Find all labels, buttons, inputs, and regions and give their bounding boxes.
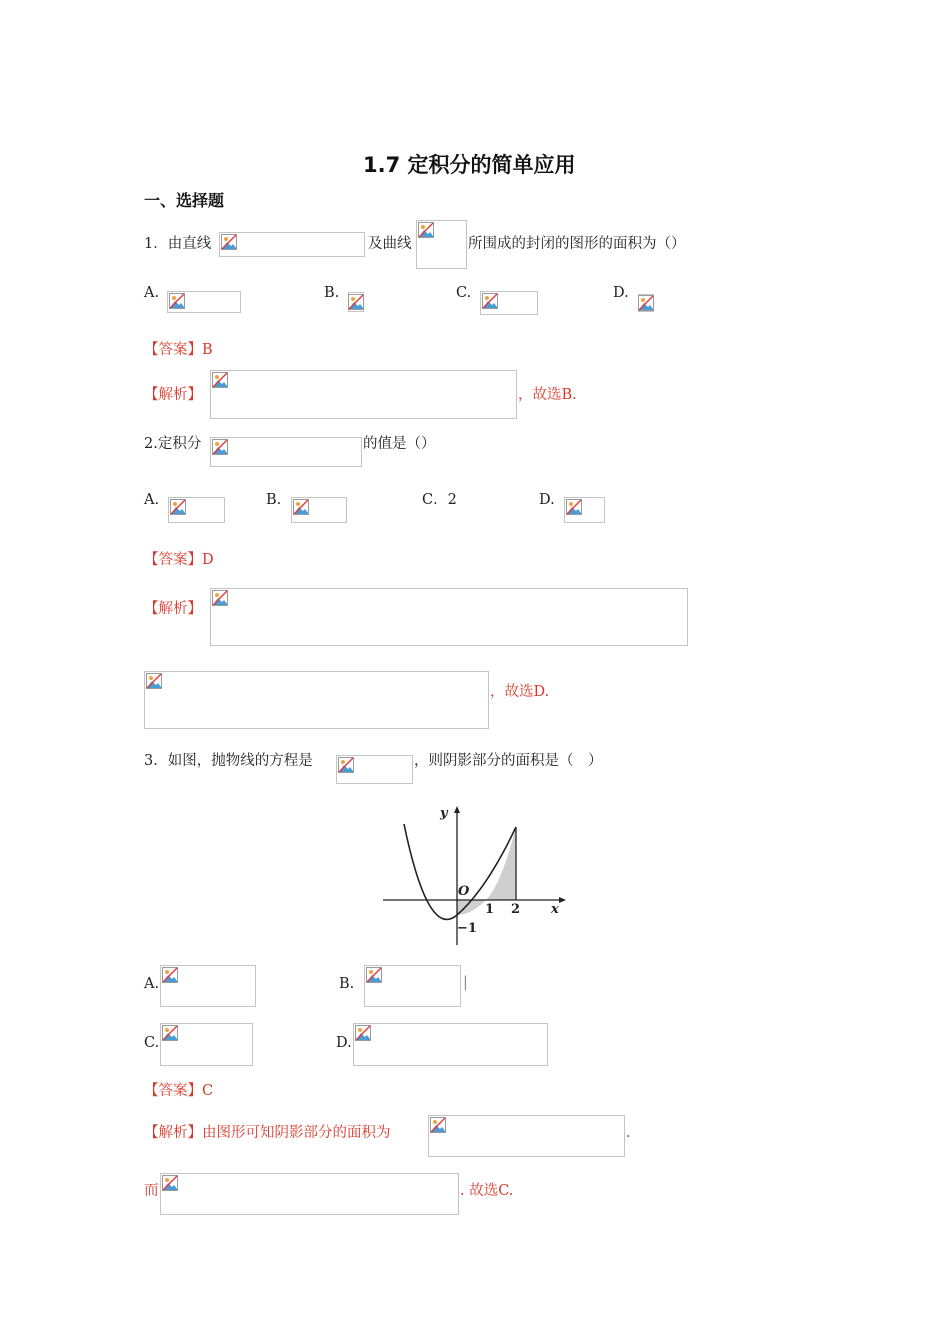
q1-analysis-image bbox=[210, 370, 517, 419]
q1-option-a-label: A. bbox=[144, 285, 160, 301]
q1-stem-part-c: 所围成的封闭的图形的面积为（） bbox=[468, 236, 686, 252]
broken-image-icon bbox=[366, 967, 382, 983]
broken-image-icon bbox=[638, 295, 654, 311]
q3-analysis-image-1 bbox=[428, 1115, 625, 1157]
q3-stem-part-a: 3．如图，抛物线的方程是 bbox=[144, 753, 313, 769]
q3-analysis-period: . bbox=[626, 1125, 631, 1141]
q3-answer: 【答案】C bbox=[144, 1083, 214, 1099]
broken-image-icon bbox=[162, 1025, 178, 1041]
broken-image-icon bbox=[212, 439, 228, 455]
x-tick-1: 1 bbox=[485, 902, 495, 917]
y-axis-label: y bbox=[440, 806, 448, 821]
q3-option-b-image bbox=[364, 965, 461, 1007]
q3-option-b-bar: | bbox=[463, 975, 468, 991]
q1-option-c-image bbox=[480, 291, 538, 315]
broken-image-icon bbox=[482, 293, 498, 309]
q1-option-b-label: B. bbox=[324, 285, 340, 301]
q3-option-c-image bbox=[160, 1023, 253, 1066]
q3-stem-part-b: ，则阴影部分的面积是（ ） bbox=[414, 753, 603, 769]
broken-image-icon bbox=[348, 294, 364, 310]
q3-option-c-label: C. bbox=[144, 1035, 160, 1051]
q3-option-d-label: D. bbox=[336, 1035, 352, 1051]
q2-option-d-image bbox=[564, 497, 605, 523]
q2-option-a-image bbox=[168, 497, 225, 523]
q2-analysis-image-1 bbox=[210, 588, 688, 646]
q1-option-d-label: D. bbox=[613, 285, 629, 301]
broken-image-icon bbox=[169, 293, 185, 309]
q2-option-d-label: D. bbox=[539, 492, 555, 508]
origin-label: O bbox=[458, 884, 470, 899]
broken-image-icon bbox=[338, 757, 354, 773]
q1-analysis-conclusion: ，故选B. bbox=[518, 387, 577, 403]
broken-image-icon bbox=[146, 673, 162, 689]
broken-image-icon bbox=[293, 499, 309, 515]
q3-option-d-image bbox=[353, 1023, 548, 1066]
q2-answer: 【答案】D bbox=[144, 552, 214, 568]
y-tick-neg1: −1 bbox=[457, 921, 477, 936]
q2-option-c: C．2 bbox=[422, 492, 457, 508]
broken-image-icon bbox=[162, 967, 178, 983]
q2-option-a-label: A. bbox=[144, 492, 160, 508]
q2-analysis-conclusion: ，故选D. bbox=[490, 684, 550, 700]
section-heading: 一、选择题 bbox=[144, 191, 225, 210]
q1-option-c-label: C. bbox=[456, 285, 472, 301]
broken-image-icon bbox=[221, 234, 237, 250]
q1-formula-line-image bbox=[219, 232, 365, 257]
q3-parabola-equation-image bbox=[336, 755, 413, 784]
q3-analysis-text: 【解析】由图形可知阴影部分的面积为 bbox=[144, 1125, 391, 1141]
q2-stem-part-a: 2.定积分 bbox=[144, 436, 202, 452]
q1-option-a-image bbox=[167, 291, 241, 313]
q2-stem-part-b: 的值是（） bbox=[363, 436, 436, 452]
q1-stem-part-b: 及曲线 bbox=[368, 236, 412, 252]
broken-image-icon bbox=[430, 1117, 446, 1133]
broken-image-icon bbox=[212, 372, 228, 388]
broken-image-icon bbox=[170, 499, 186, 515]
q2-analysis-image-2 bbox=[144, 671, 489, 729]
q3-option-a-label: A. bbox=[144, 976, 160, 992]
parabola-figure bbox=[378, 800, 578, 950]
q1-option-b-image bbox=[348, 292, 364, 312]
q3-option-a-image bbox=[160, 965, 256, 1007]
q1-analysis-label: 【解析】 bbox=[144, 387, 202, 403]
q1-option-d-image bbox=[638, 294, 654, 312]
q3-option-b-label: B. bbox=[339, 976, 355, 992]
x-axis-label: x bbox=[551, 902, 559, 917]
broken-image-icon bbox=[355, 1025, 371, 1041]
x-tick-2: 2 bbox=[511, 902, 521, 917]
q3-analysis-image-2 bbox=[160, 1173, 459, 1215]
q3-analysis-conclusion: . 故选C. bbox=[460, 1183, 514, 1199]
q2-option-b-label: B. bbox=[266, 492, 282, 508]
q1-formula-curve-image bbox=[416, 220, 467, 269]
broken-image-icon bbox=[162, 1175, 178, 1191]
q2-option-b-image bbox=[291, 497, 347, 523]
shaded-region-lower bbox=[457, 900, 486, 915]
q1-stem-part-a: 1．由直线 bbox=[144, 236, 212, 252]
broken-image-icon bbox=[212, 590, 228, 606]
q2-integral-image bbox=[210, 437, 362, 467]
q1-answer: 【答案】B bbox=[144, 342, 213, 358]
broken-image-icon bbox=[418, 222, 434, 238]
page-title: 1.7 定积分的简单应用 bbox=[363, 153, 576, 177]
broken-image-icon bbox=[566, 499, 582, 515]
q3-analysis-b-label: 而 bbox=[144, 1183, 159, 1199]
q2-analysis-label: 【解析】 bbox=[144, 601, 202, 617]
